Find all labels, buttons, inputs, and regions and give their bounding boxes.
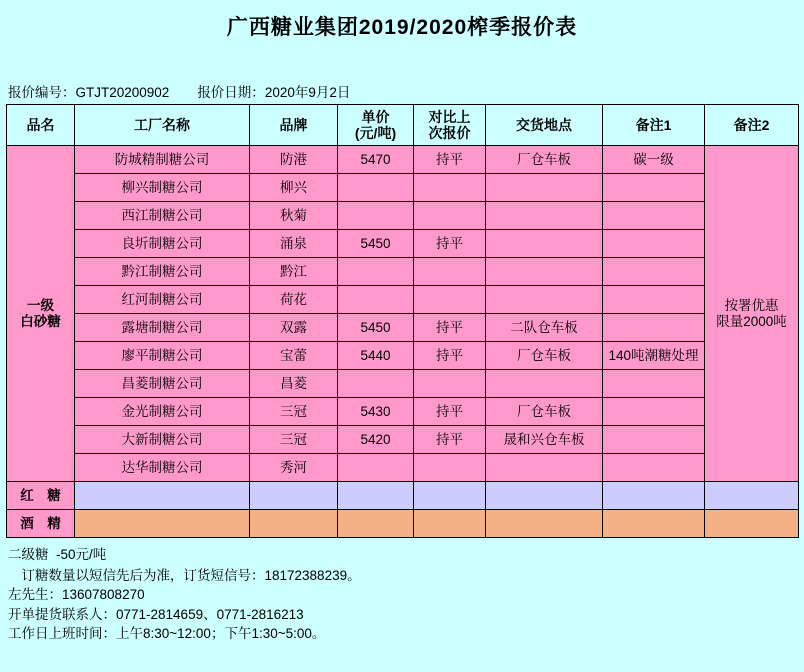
cell-place [486,510,603,538]
cell-compare: 持平 [414,342,486,370]
cell-remark1 [603,398,705,426]
cell-brand: 三冠 [250,398,338,426]
col-header-factory-line1: 工厂名称 [134,116,190,133]
cell-remark1 [603,510,705,538]
cell-compare: 持平 [414,398,486,426]
table-row [7,314,799,342]
cell-compare [414,454,486,482]
table-row [7,258,799,286]
cell-price: 5470 [338,146,414,174]
cell-price: 5450 [338,230,414,258]
table-row [7,230,799,258]
cell-place: 厂仓车板 [486,342,603,370]
cell-factory: 防城精制糖公司 [75,146,250,174]
cell-factory: 达华制糖公司 [75,454,250,482]
remark2-line1: 按署优惠 [724,297,779,313]
cell-brand: 昌菱 [250,370,338,398]
category-cell-grade1 [7,146,75,482]
page-title: 广西糖业集团2019/2020榨季报价表 [226,16,578,39]
col-header-place [486,105,603,146]
table-row-alcohol [7,510,799,538]
quote-code [8,81,169,101]
col-header-remark1 [603,105,705,146]
cell-price [338,286,414,314]
table-header-row [7,105,799,146]
cell-price: 5440 [338,342,414,370]
cell-compare: 持平 [414,146,486,174]
cell-place [486,370,603,398]
col-header-compare [414,105,486,146]
cell-factory: 良圻制糖公司 [75,230,250,258]
category-cell-alcohol: 酒 精 [7,510,75,538]
quote-date [197,81,350,101]
cell-compare [414,370,486,398]
cell-brand: 柳兴 [250,174,338,202]
col-header-compare-line2: 次报价 [428,125,471,141]
cell-place: 二队仓车板 [486,314,603,342]
col-header-remark2 [705,105,799,146]
cell-place [486,454,603,482]
footer-line-4: 开单提货联系人：0771-2814659、0771-2816213 [8,606,304,622]
quote-date-value: 2020年9月2日 [264,85,351,100]
table-row [7,370,799,398]
cell-price [338,510,414,538]
cell-place: 厂仓车板 [486,146,603,174]
table-row [7,398,799,426]
cell-brand: 荷花 [250,286,338,314]
cell-brand: 三冠 [250,426,338,454]
cell-remark1 [603,454,705,482]
cell-brand [250,482,338,510]
cell-remark1 [603,202,705,230]
cell-remark1 [603,314,705,342]
table-row [7,174,799,202]
col-header-brand-line1: 品牌 [279,116,308,133]
cell-remark2 [705,482,799,510]
cell-remark1: 140吨潮糖处理 [603,342,705,370]
cell-factory: 昌菱制糖公司 [75,370,250,398]
col-header-compare-line1: 对比上 [428,108,471,125]
category-grade1-line1: 一级 [27,297,54,313]
cell-place [486,286,603,314]
col-header-factory [75,105,250,146]
cell-price: 5450 [338,314,414,342]
cell-compare [414,202,486,230]
table-row [7,454,799,482]
cell-remark1 [603,174,705,202]
cell-remark1: 碳一级 [603,146,705,174]
col-header-remark1-line1: 备注1 [635,116,672,133]
price-table [6,104,799,538]
col-header-place-line1: 交货地点 [516,116,572,133]
cell-brand: 秋菊 [250,202,338,230]
cell-remark1 [603,230,705,258]
table-row [7,286,799,314]
cell-compare: 持平 [414,230,486,258]
cell-price: 5420 [338,426,414,454]
cell-remark2-grade1 [705,146,799,482]
cell-place [486,258,603,286]
col-header-price [338,105,414,146]
footer-line-2: 订糖数量以短信先后为准，订货短信号：18172388239。 [8,567,361,583]
cell-compare [414,482,486,510]
cell-remark2 [705,510,799,538]
cell-remark1 [603,258,705,286]
cell-factory [75,482,250,510]
cell-factory: 金光制糖公司 [75,398,250,426]
table-row [7,342,799,370]
cell-compare [414,286,486,314]
cell-brand [250,510,338,538]
quote-date-label: 报价日期： [197,85,265,100]
cell-factory: 西江制糖公司 [75,202,250,230]
cell-remark1 [603,370,705,398]
cell-price [338,174,414,202]
footer-line-1: 二级糖 -50元/吨 [8,547,107,562]
footer-line-3: 左先生：13607808270 [8,587,145,603]
table-row [7,202,799,230]
footer-line-5: 工作日上班时间：上午8:30~12:00；下午1:30~5:00。 [8,626,326,642]
cell-price [338,258,414,286]
remark2-line2: 限量2000吨 [716,313,787,329]
cell-brand: 黔江 [250,258,338,286]
cell-factory: 露塘制糖公司 [75,314,250,342]
cell-place: 晟和兴仓车板 [486,426,603,454]
category-cell-red-sugar: 红 糖 [7,482,75,510]
cell-place [486,174,603,202]
cell-brand: 秀河 [250,454,338,482]
col-header-remark2-line1: 备注2 [733,116,770,133]
col-header-price-line1: 单价 [361,108,390,125]
cell-place [486,230,603,258]
cell-place [486,482,603,510]
cell-price [338,370,414,398]
cell-compare [414,510,486,538]
quote-code-value: GTJT20200902 [75,85,170,100]
meta-row [6,71,798,101]
cell-remark1 [603,426,705,454]
col-header-price-line2: (元/吨) [354,125,397,141]
cell-brand: 防港 [250,146,338,174]
table-row-red-sugar [7,482,799,510]
cell-price [338,202,414,230]
cell-place: 厂仓车板 [486,398,603,426]
cell-compare: 持平 [414,426,486,454]
cell-price [338,482,414,510]
category-grade1-line2: 白砂糖 [20,313,61,329]
cell-factory [75,510,250,538]
cell-place [486,202,603,230]
footer-notes [6,545,798,644]
cell-compare [414,258,486,286]
quote-code-label: 报价编号： [8,85,76,100]
cell-remark1 [603,482,705,510]
cell-remark1 [603,286,705,314]
cell-factory: 红河制糖公司 [75,286,250,314]
cell-price: 5430 [338,398,414,426]
cell-factory: 大新制糖公司 [75,426,250,454]
table-row [7,146,799,174]
cell-compare [414,174,486,202]
cell-factory: 黔江制糖公司 [75,258,250,286]
cell-factory: 廖平制糖公司 [75,342,250,370]
table-row [7,426,799,454]
cell-price [338,454,414,482]
col-header-category [7,105,75,146]
cell-factory: 柳兴制糖公司 [75,174,250,202]
col-header-category-line1: 品名 [26,116,55,133]
cell-brand: 涌泉 [250,230,338,258]
col-header-brand [250,105,338,146]
cell-compare: 持平 [414,314,486,342]
cell-brand: 双露 [250,314,338,342]
cell-brand: 宝蕾 [250,342,338,370]
